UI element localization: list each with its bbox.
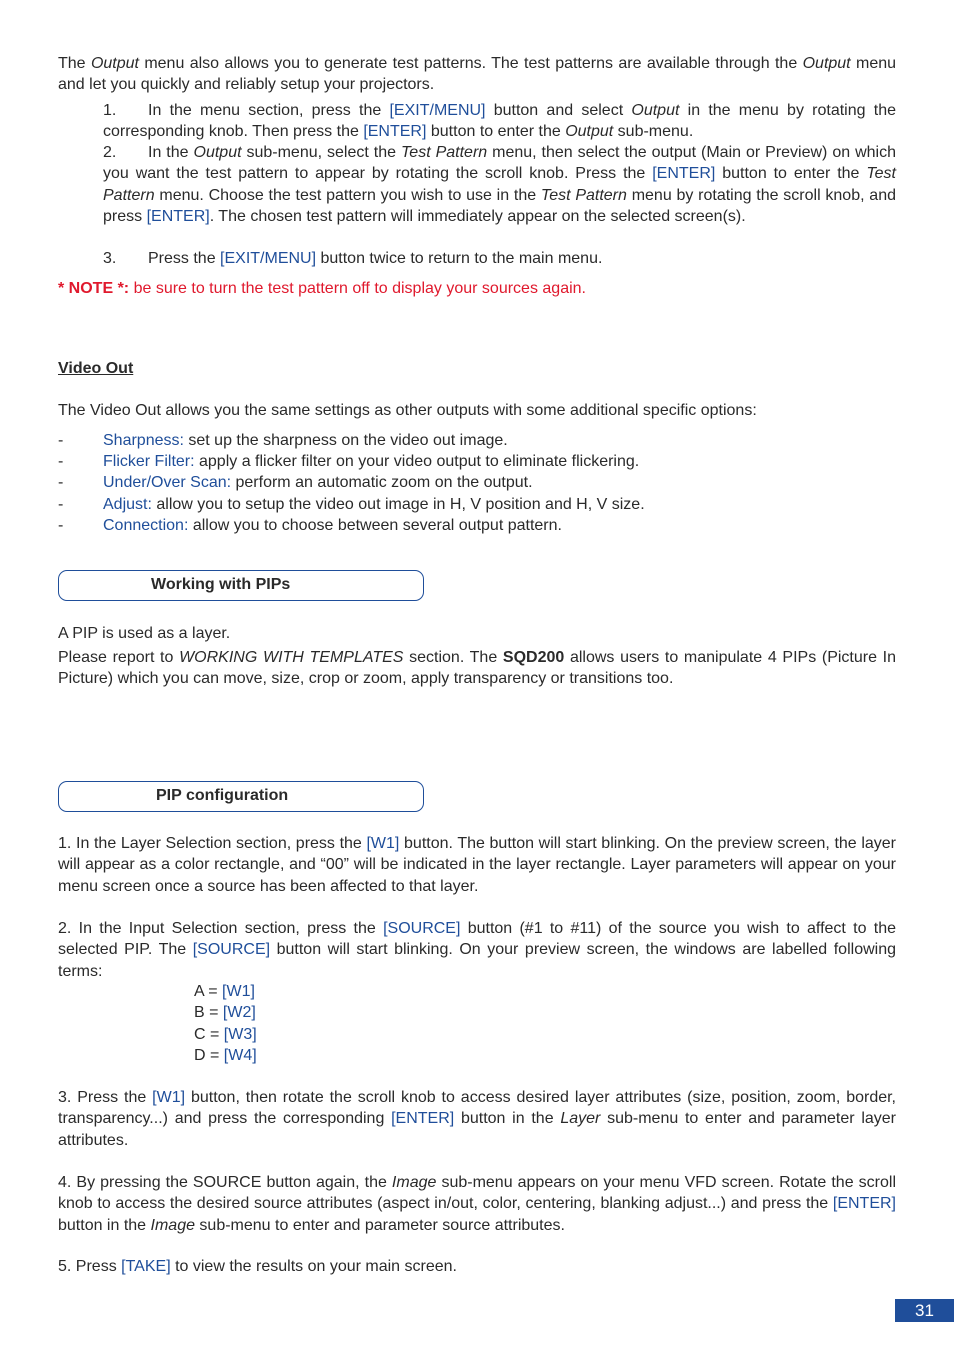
mapping-row: C = [W3] xyxy=(194,1026,257,1043)
mapping-row: B = [W2] xyxy=(194,1004,256,1021)
pip-step-2: 2. In the Input Selection section, press the [SOURCE] button (#1 to #11) of the source you wish to affect to the selected PIP. The [SOURCE] button will start blinking. On your preview screen, the windows are labelled following terms: xyxy=(58,920,897,980)
pips-paragraph-2: Please report to WORKING WITH TEMPLATES section. The SQD200 allows users to manipulate 4 PIPs (Picture In Picture) which you can move, size, crop or zoom, apply transparency or transitions too. xyxy=(58,649,896,688)
step-1: 1. In the menu section, press the [EXIT/MENU] button and select Output in the menu by rotating the corresponding knob. Then press the [ENTER] button to enter the Output sub-menu. xyxy=(103,102,897,141)
note-label: * NOTE *: xyxy=(58,280,130,297)
mapping-row: A = [W1] xyxy=(194,983,255,1000)
intro-paragraph: The Output menu also allows you to generate test patterns. The test patterns are available through the Output menu and let you quickly and reliably setup your projectors. xyxy=(58,55,897,94)
video-out-intro: The Video Out allows you the same settings as other outputs with some additional specific options: xyxy=(58,402,757,419)
video-out-heading: Video Out xyxy=(58,360,134,377)
pip-step-4: 4. By pressing the SOURCE button again, the Image sub-menu appears on your menu VFD screen. Rotate the scroll knob to access the desired source attributes (aspect in/out, color, centering, blanking adjust...) and press the [ENTER] button in the Image sub-menu to enter and parameter source attributes. xyxy=(58,1174,896,1234)
section-heading-pip-config: PIP configuration xyxy=(58,781,424,812)
pip-step-1: 1. In the Layer Selection section, press the [W1] button. The button will start blinking. On the preview screen, the layer will appear as a color rectangle, and “00” will be indicated in the layer rectangle. Layer parameters will appear on your menu screen once a source has been affected to that layer. xyxy=(58,835,897,895)
pip-step-3: 3. Press the [W1] button, then rotate the scroll knob to access desired layer attributes (size, position, zoom, border, transparency...) and press the corresponding [ENTER] button in the Layer sub-menu to enter and parameter layer attributes. xyxy=(58,1089,897,1149)
page-number: 31 xyxy=(895,1299,954,1322)
mapping-row: D = [W4] xyxy=(194,1047,257,1064)
note: * NOTE *: be sure to turn the test pattern off to display your sources again. xyxy=(58,280,586,297)
section-heading-pips: Working with PIPs xyxy=(58,570,424,601)
pips-paragraph-1: A PIP is used as a layer. xyxy=(58,625,231,642)
step-2: 2. In the Output sub-menu, select the Test Pattern menu, then select the output (Main or Preview) on which you want the test pattern to appear by rotating the scroll knob. Press the [ENTER] button to enter the Test Pattern menu. Choose the test pattern you wish to use in the Test Pattern menu by rotating the scroll knob, and press [ENTER]. The chosen test pattern will immediately appear on the selected screen(s). xyxy=(103,144,896,225)
pip-step-5: 5. Press [TAKE] to view the results on your main screen. xyxy=(58,1258,457,1275)
step-3: 3. Press the [EXIT/MENU] button twice to return to the main menu. xyxy=(103,250,603,267)
